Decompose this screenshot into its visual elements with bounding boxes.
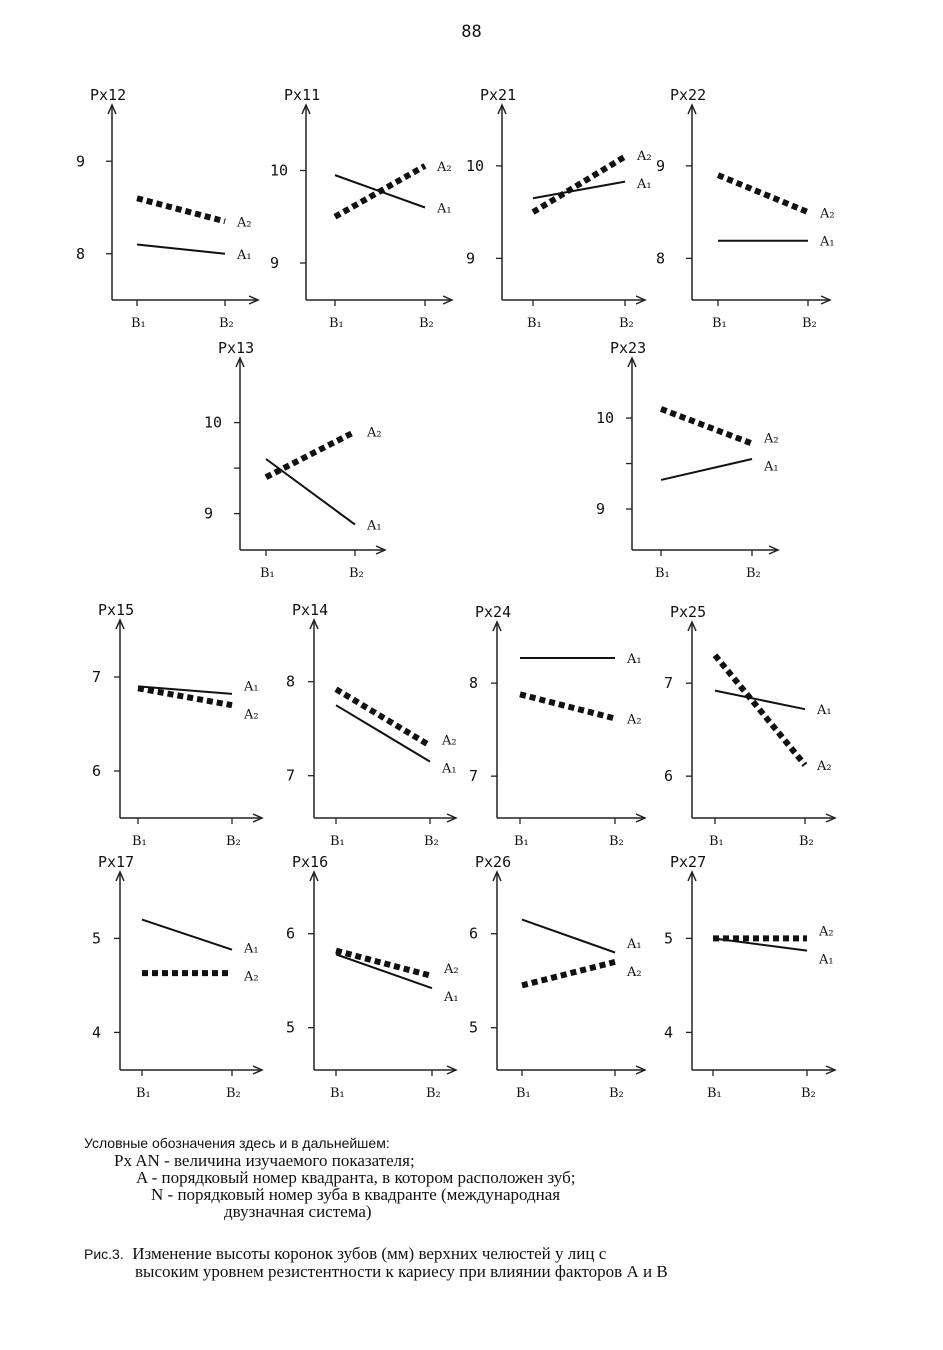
- x-tick-label: B₁: [330, 1086, 345, 1101]
- x-tick-label: B₁: [527, 316, 542, 331]
- series-line-a1: [336, 705, 430, 761]
- chart-px16: [286, 853, 459, 1101]
- x-tick-label: B₁: [712, 316, 727, 331]
- x-tick-label: B₁: [136, 1086, 151, 1101]
- y-tick-label: 5: [286, 1018, 296, 1037]
- series-line-a1: [137, 245, 225, 254]
- series-label: A₂: [367, 425, 382, 441]
- chart-title: Px15: [98, 601, 135, 619]
- caption-line-2: высоким уровнем резистентности к кариесу при влиянии факторов А и В: [135, 1262, 668, 1281]
- y-tick-label: 9: [466, 249, 476, 268]
- y-tick-label: 9: [204, 504, 214, 523]
- legend-title: Условные обозначения здесь и в дальнейшем:: [84, 1135, 390, 1151]
- chart-px17: [92, 853, 262, 1101]
- chart-px22: [656, 86, 835, 331]
- series-line-a2: [335, 166, 425, 217]
- y-tick-label: 8: [656, 249, 666, 268]
- series-label: A₂: [820, 206, 835, 222]
- x-tick-label: B₁: [260, 566, 275, 581]
- series-label: A₁: [819, 952, 834, 968]
- series-line-a2: [137, 198, 225, 221]
- x-tick-label: B₂: [746, 566, 761, 581]
- chart-title: Px27: [670, 853, 707, 871]
- x-tick-label: B₁: [707, 1086, 722, 1101]
- chart-px25: [664, 603, 835, 849]
- series-label: A₁: [820, 234, 835, 250]
- series-label: A₂: [627, 965, 642, 981]
- y-tick-label: 10: [204, 413, 223, 432]
- series-label: A₂: [442, 733, 457, 749]
- x-tick-label: B₂: [226, 1086, 241, 1101]
- x-tick-label: B₂: [609, 1086, 624, 1101]
- series-line-a1: [142, 920, 232, 950]
- page-number: 88: [461, 22, 482, 42]
- series-label: A₂: [819, 924, 834, 940]
- x-tick-label: B₂: [799, 834, 814, 849]
- x-tick-label: B₁: [329, 316, 344, 331]
- chart-title: Px23: [610, 339, 647, 357]
- x-tick-label: B₂: [424, 834, 439, 849]
- chart-px27: [664, 853, 835, 1101]
- chart-title: Px12: [90, 86, 127, 104]
- series-label: A₁: [367, 518, 382, 534]
- series-label: A₁: [627, 652, 642, 668]
- chart-title: Px22: [670, 86, 707, 104]
- x-tick-label: B₁: [132, 834, 147, 849]
- series-label: A₁: [444, 990, 459, 1006]
- legend-item: двузначная система): [224, 1202, 372, 1221]
- y-tick-label: 8: [76, 244, 86, 263]
- series-label: A₁: [627, 937, 642, 953]
- x-tick-label: B₁: [514, 834, 529, 849]
- y-tick-label: 9: [76, 152, 86, 171]
- series-label: A₂: [244, 707, 259, 723]
- x-tick-label: B₁: [330, 834, 345, 849]
- y-tick-label: 10: [596, 409, 615, 428]
- y-tick-label: 4: [664, 1023, 674, 1042]
- series-line-a2: [718, 175, 808, 212]
- series-label: A₂: [627, 712, 642, 728]
- y-tick-label: 10: [466, 156, 485, 175]
- legend-block: [84, 1135, 575, 1220]
- series-label: A₂: [817, 758, 832, 774]
- legend-item: A - порядковый номер квадранта, в котором расположен зуб;: [136, 1168, 576, 1187]
- chart-title: Px17: [98, 853, 135, 871]
- y-tick-label: 9: [596, 500, 606, 519]
- series-label: A₁: [244, 941, 259, 957]
- series-label: A₁: [817, 703, 832, 719]
- series-label: A₂: [237, 215, 252, 231]
- chart-title: Px25: [670, 603, 707, 621]
- y-tick-label: 5: [469, 1018, 479, 1037]
- y-tick-label: 10: [270, 161, 289, 180]
- y-tick-label: 9: [656, 156, 666, 175]
- series-line-a2: [661, 409, 752, 444]
- figure-label: Рис.3.: [84, 1246, 124, 1262]
- series-line-a2: [522, 962, 615, 986]
- chart-title: Px11: [284, 86, 321, 104]
- chart-title: Px14: [292, 601, 329, 619]
- series-line-a1: [661, 459, 752, 480]
- y-tick-label: 8: [469, 674, 479, 693]
- chart-px13: [204, 339, 385, 581]
- series-label: A₂: [637, 149, 652, 165]
- chart-px26: [469, 853, 645, 1101]
- x-tick-label: B₂: [802, 316, 817, 331]
- y-tick-label: 8: [286, 672, 296, 691]
- series-label: A₂: [244, 969, 259, 985]
- y-tick-label: 7: [664, 674, 674, 693]
- x-tick-label: B₂: [219, 316, 234, 331]
- chart-px24: [469, 603, 645, 849]
- chart-title: Px24: [475, 603, 512, 621]
- series-label: A₁: [442, 761, 457, 777]
- series-line-a1: [715, 691, 805, 710]
- series-line-a2: [336, 689, 430, 745]
- y-tick-label: 6: [286, 924, 296, 943]
- x-tick-label: B₁: [131, 316, 146, 331]
- chart-title: Px21: [480, 86, 517, 104]
- x-tick-label: B₂: [426, 1086, 441, 1101]
- y-tick-label: 7: [469, 767, 479, 786]
- y-tick-label: 6: [92, 762, 102, 780]
- x-tick-label: B₂: [349, 566, 364, 581]
- chart-title: Px13: [218, 339, 255, 357]
- x-tick-label: B₁: [655, 566, 670, 581]
- chart-px23: [596, 339, 779, 581]
- series-label: A₁: [237, 247, 252, 263]
- x-tick-label: B₂: [419, 316, 434, 331]
- series-label: A₁: [437, 201, 452, 217]
- x-tick-label: B₂: [226, 834, 241, 849]
- x-tick-label: B₁: [516, 1086, 531, 1101]
- chart-px12: [76, 86, 258, 331]
- series-label: A₂: [437, 159, 452, 175]
- legend-item: N - порядковый номер зуба в квадранте (международная: [151, 1185, 561, 1204]
- series-line-a2: [715, 655, 805, 765]
- series-line-a2: [266, 432, 355, 478]
- series-label: A₂: [764, 431, 779, 447]
- x-tick-label: B₁: [709, 834, 724, 849]
- legend-item: Px AN - величина изучаемого показателя;: [114, 1151, 415, 1170]
- series-label: A₂: [444, 962, 459, 978]
- chart-px14: [286, 601, 457, 849]
- chart-title: Px26: [475, 853, 512, 871]
- y-tick-label: 4: [92, 1023, 102, 1042]
- y-tick-label: 5: [664, 929, 674, 948]
- x-tick-label: B₂: [801, 1086, 816, 1101]
- y-tick-label: 7: [286, 766, 296, 785]
- caption-line-1: Изменение высоты коронок зубов (мм) верхних челюстей у лиц с: [132, 1244, 607, 1263]
- chart-px11: [270, 86, 452, 331]
- chart-px15: [92, 601, 262, 849]
- y-tick-label: 7: [92, 668, 102, 686]
- series-line-a2: [520, 694, 615, 718]
- y-tick-label: 6: [664, 767, 674, 786]
- series-label: A₁: [764, 459, 779, 475]
- x-tick-label: B₂: [609, 834, 624, 849]
- series-label: A₁: [637, 177, 652, 193]
- y-tick-label: 5: [92, 929, 102, 948]
- series-line-a1: [522, 920, 615, 953]
- y-tick-label: 6: [469, 924, 479, 943]
- chart-px21: [466, 86, 652, 331]
- series-label: A₁: [244, 679, 259, 695]
- y-tick-label: 9: [270, 254, 280, 272]
- chart-title: Px16: [292, 853, 329, 871]
- figure-caption: [84, 1245, 668, 1281]
- x-tick-label: B₂: [619, 316, 634, 331]
